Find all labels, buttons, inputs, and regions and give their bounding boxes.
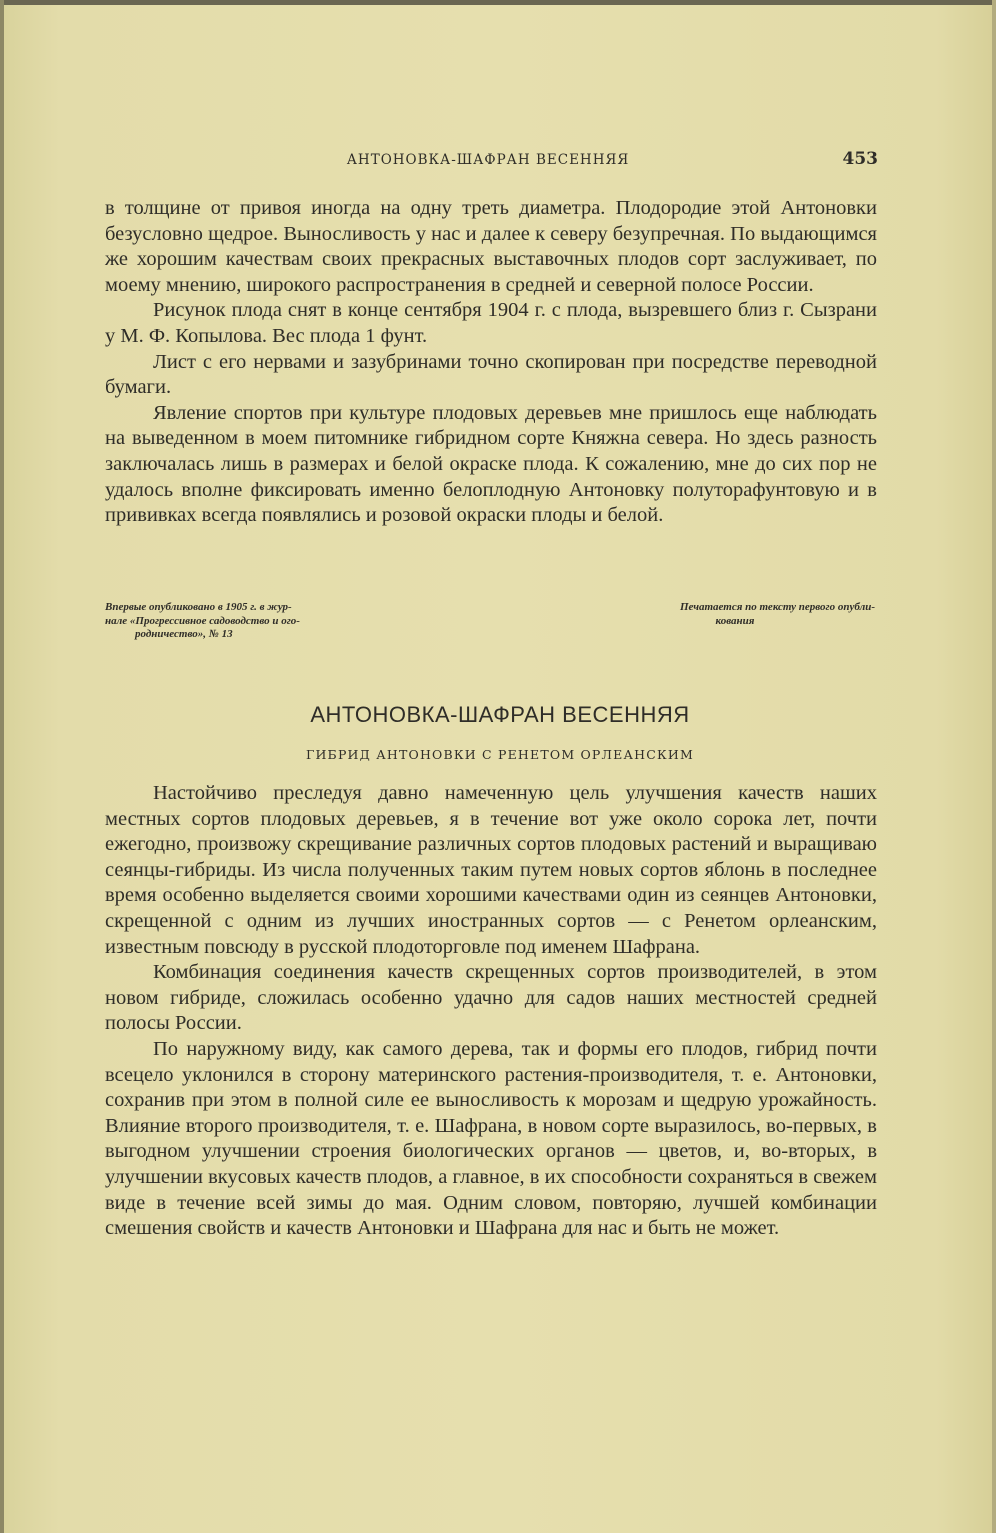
article-body [105,781,877,1242]
publication-source-note [105,601,395,642]
paragraph: Рисунок плода снят в конце сентября 1904 г. с плода, вызревшего близ г. Сызрани у М. Ф. Копылова. Вес плода 1 фунт. [105,299,877,347]
paragraph: в толщине от привоя иногда на одну треть диаметра. Плодородие этой Антоновки безусловно щедрое. Выносливость у нас и далее к северу безупречная. По выдающимся же хорошим качествам своих прекрасных выставочных плодов сорт заслуживает, по моему мнению, широкого распространения в средней и северной полосе России. [105,197,877,296]
source-note-line: Впервые опубликовано в 1905 г. в жур- [105,601,292,613]
source-note-line: кования [715,614,755,627]
scan-right-edge [992,0,996,1533]
scan-top-edge [0,0,996,5]
paragraph: Настойчиво преследуя давно намеченную цель улучшения качеств наших местных сортов плодовых деревьев, я в течение вот уже около сорока лет, почти ежегодно, произвожу скрещивание различных сортов плодовых растений и выращиваю сеянцы-гибриды. Из числа полученных таким путем новых сортов яблонь в последнее время особенно выделяется своими хорошими качествами один из сеянцев Антоновки, скрещенной с одним из лучших иностранных сортов — с Ренетом орлеанским, известным повсюду в русской плодоторговле под именем Шафрана. [105,782,877,958]
source-note-line: нале «Прогрессивное садоводство и ого- [105,614,300,627]
source-note-line: родничество», № 13 [135,628,233,640]
page-number: 453 [842,149,878,169]
source-note-line: Печатается по тексту первого опубли- [679,601,875,613]
paragraph: По наружному виду, как самого дерева, так и формы его плодов, гибрид почти всецело уклонился в сторону материнского растения-производителя, т. е. Антоновки, сохранив при этом в полной силе ее выносливость к морозам и щедрую урожайность. Влияние второго производителя, т. е. Шафрана, в новом сорте выразилось, во-первых, в выгодном улучшении строения биологических органов — цветов, и, во-вторых, в улучшении вкусовых качеств плодов, а главное, в их способности сохраняться в свежем виде в течение всей зимы до мая. Одним словом, повторяю, лучшей комбинации смешения свойств и качеств Антоновки и Шафрана для нас и быть не может. [105,1037,877,1240]
paragraph: Явление спортов при культуре плодовых деревьев мне пришлось еще наблюдать на выведенном в моем питомнике гибридном сорте Княжна севера. Но здесь разность заключалась лишь в размерах и белой окраске плода. К сожалению, мне до сих пор не удалось вполне фиксировать именно белоплодную Антоновку полуторафунтовую и в прививках всегда появлялись и розовой окраски плоды и белой. [105,401,877,527]
printing-source-note [585,601,875,628]
article-title: АНТОНОВКА-ШАФРАН ВЕСЕННЯЯ [310,702,690,727]
paragraph: Комбинация соединения качеств скрещенных сортов производителей, в этом новом гибриде, сложилась особенно удачно для садов наших местностей средней полосы России. [105,961,877,1035]
article-subtitle: ГИБРИД АНТОНОВКИ С РЕНЕТОМ ОРЛЕАНСКИМ [305,747,695,762]
running-head: АНТОНОВКА-ШАФРАН ВЕСЕННЯЯ [346,152,630,168]
scan-left-edge [0,0,4,1533]
paragraph: Лист с его нервами и зазубринами точно скопирован при посредстве переводной бумаги. [105,350,877,399]
previous-article-text [105,196,877,529]
